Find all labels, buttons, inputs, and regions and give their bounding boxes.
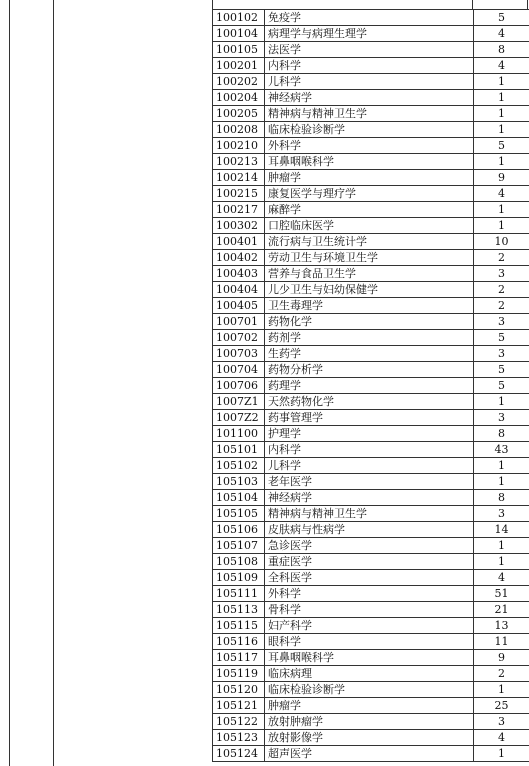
table-row	[213, 474, 529, 490]
enrollment-count-cell: 4	[474, 58, 529, 74]
specialty-name-cell: 药物化学	[265, 314, 474, 330]
specialty-name-cell: 耳鼻咽喉科学	[265, 154, 474, 170]
specialty-name-cell: 骨科学	[265, 602, 474, 618]
second-column-border	[53, 0, 54, 766]
table-row	[213, 682, 529, 698]
specialty-code-cell: 100704	[213, 362, 265, 378]
specialty-name-cell: 外科学	[265, 138, 474, 154]
enrollment-count-cell: 2	[474, 282, 529, 298]
enrollment-count-cell: 5	[474, 10, 529, 26]
specialty-code-cell: 100201	[213, 58, 265, 74]
enrollment-count-cell: 8	[474, 42, 529, 58]
enrollment-count-cell: 1	[474, 554, 529, 570]
enrollment-count-cell: 5	[474, 330, 529, 346]
left-column-border	[9, 0, 10, 766]
enrollment-count-cell: 3	[474, 714, 529, 730]
enrollment-count-cell: 5	[474, 138, 529, 154]
enrollment-count-cell: 25	[474, 698, 529, 714]
enrollment-count-cell: 51	[474, 586, 529, 602]
specialty-code-cell: 105111	[213, 586, 265, 602]
specialty-name-cell: 内科学	[265, 442, 474, 458]
specialty-code-cell: 100214	[213, 170, 265, 186]
specialty-code-cell: 100701	[213, 314, 265, 330]
specialty-name-cell: 耳鼻咽喉科学	[265, 650, 474, 666]
table-row	[213, 186, 529, 202]
specialty-code-cell: 105123	[213, 730, 265, 746]
table-row	[213, 218, 529, 234]
enrollment-count-cell: 3	[474, 410, 529, 426]
table-row	[213, 410, 529, 426]
specialty-name-cell: 药剂学	[265, 330, 474, 346]
enrollment-count-cell: 5	[474, 378, 529, 394]
specialty-code-cell: 100405	[213, 298, 265, 314]
enrollment-count-cell: 2	[474, 250, 529, 266]
enrollment-count-cell: 4	[474, 186, 529, 202]
specialty-name-cell: 神经病学	[265, 490, 474, 506]
enrollment-count-cell: 21	[474, 602, 529, 618]
table-row	[213, 282, 529, 298]
specialty-name-cell: 儿科学	[265, 458, 474, 474]
table-row	[213, 266, 529, 282]
table-row	[213, 714, 529, 730]
enrollment-count-cell: 1	[474, 394, 529, 410]
enrollment-count-cell: 43	[474, 442, 529, 458]
specialty-name-cell: 临床检验诊断学	[265, 122, 474, 138]
specialty-name-cell: 超声医学	[265, 746, 474, 762]
table-row	[213, 154, 529, 170]
specialty-code-cell: 100102	[213, 10, 265, 26]
enrollment-count-cell: 8	[474, 426, 529, 442]
table-row	[213, 330, 529, 346]
enrollment-count-cell: 1	[474, 458, 529, 474]
enrollment-count-cell: 1	[474, 122, 529, 138]
specialty-code-cell: 105116	[213, 634, 265, 650]
specialty-name-cell: 重症医学	[265, 554, 474, 570]
specialty-code-cell: 100402	[213, 250, 265, 266]
table-row	[213, 314, 529, 330]
specialty-code-cell: 105115	[213, 618, 265, 634]
table-row	[213, 586, 529, 602]
table-row	[213, 570, 529, 586]
table-row	[213, 250, 529, 266]
enrollment-count-cell: 2	[474, 298, 529, 314]
specialty-name-cell: 外科学	[265, 586, 474, 602]
table-row	[213, 10, 529, 26]
enrollment-count-cell: 3	[474, 506, 529, 522]
enrollment-count-cell: 10	[474, 234, 529, 250]
enrollment-count-cell: 9	[474, 170, 529, 186]
specialty-code-cell: 100302	[213, 218, 265, 234]
specialty-name-cell: 儿科学	[265, 74, 474, 90]
table-row	[213, 58, 529, 74]
enrollment-count-cell: 4	[474, 730, 529, 746]
specialty-code-cell: 100210	[213, 138, 265, 154]
specialty-code-cell: 100205	[213, 106, 265, 122]
specialty-name-cell: 肿瘤学	[265, 698, 474, 714]
enrollment-count-cell: 1	[474, 106, 529, 122]
specialty-code-cell: 105119	[213, 666, 265, 682]
specialty-name-cell: 流行病与卫生统计学	[265, 234, 474, 250]
enrollment-count-cell: 14	[474, 522, 529, 538]
table-row	[213, 522, 529, 538]
specialty-code-cell: 105113	[213, 602, 265, 618]
table-row	[213, 650, 529, 666]
specialty-code-cell: 100403	[213, 266, 265, 282]
enrollment-count-cell: 3	[474, 346, 529, 362]
specialty-name-cell: 临床检验诊断学	[265, 682, 474, 698]
specialty-code-cell: 105117	[213, 650, 265, 666]
table-row	[213, 346, 529, 362]
specialty-name-cell: 放射肿瘤学	[265, 714, 474, 730]
specialty-name-cell: 精神病与精神卫生学	[265, 506, 474, 522]
specialty-code-cell: 105122	[213, 714, 265, 730]
table-row	[213, 42, 529, 58]
specialty-code-cell: 100208	[213, 122, 265, 138]
table-row	[213, 106, 529, 122]
table-row	[213, 618, 529, 634]
specialty-code-cell: 100204	[213, 90, 265, 106]
specialty-name-cell: 皮肤病与性病学	[265, 522, 474, 538]
enrollment-count-cell: 1	[474, 74, 529, 90]
specialty-code-cell: 101100	[213, 426, 265, 442]
specialty-name-cell: 妇产科学	[265, 618, 474, 634]
specialty-name-cell: 康复医学与理疗学	[265, 186, 474, 202]
specialty-code-cell: 105105	[213, 506, 265, 522]
specialty-code-cell: 105121	[213, 698, 265, 714]
table-row	[213, 298, 529, 314]
specialty-name-cell: 病理学与病理生理学	[265, 26, 474, 42]
specialty-table	[212, 9, 529, 762]
table-row	[213, 442, 529, 458]
enrollment-count-cell: 1	[474, 538, 529, 554]
specialty-name-cell: 精神病与精神卫生学	[265, 106, 474, 122]
specialty-code-cell: 100404	[213, 282, 265, 298]
enrollment-count-cell: 3	[474, 314, 529, 330]
table-row	[213, 602, 529, 618]
enrollment-count-cell: 8	[474, 490, 529, 506]
specialty-name-cell: 全科医学	[265, 570, 474, 586]
table-row	[213, 138, 529, 154]
specialty-code-cell: 105107	[213, 538, 265, 554]
specialty-name-cell: 药事管理学	[265, 410, 474, 426]
right-column-top-border	[527, 0, 528, 9]
specialty-code-cell: 100215	[213, 186, 265, 202]
enrollment-count-cell: 3	[474, 266, 529, 282]
table-row	[213, 74, 529, 90]
table-row	[213, 746, 529, 762]
enrollment-count-cell: 1	[474, 746, 529, 762]
table-row	[213, 698, 529, 714]
count-column-top-border	[472, 0, 473, 9]
table-row	[213, 170, 529, 186]
enrollment-count-cell: 5	[474, 362, 529, 378]
specialty-code-cell: 100217	[213, 202, 265, 218]
specialty-code-cell: 100202	[213, 74, 265, 90]
specialty-name-cell: 麻醉学	[265, 202, 474, 218]
specialty-name-cell: 护理学	[265, 426, 474, 442]
enrollment-count-cell: 1	[474, 90, 529, 106]
table-row	[213, 458, 529, 474]
specialty-code-cell: 105103	[213, 474, 265, 490]
table-row	[213, 506, 529, 522]
specialty-code-cell: 100104	[213, 26, 265, 42]
specialty-name-cell: 法医学	[265, 42, 474, 58]
specialty-name-cell: 老年医学	[265, 474, 474, 490]
table-row	[213, 378, 529, 394]
specialty-code-cell: 100213	[213, 154, 265, 170]
table-row	[213, 634, 529, 650]
specialty-name-cell: 放射影像学	[265, 730, 474, 746]
table-row	[213, 554, 529, 570]
specialty-code-cell: 105106	[213, 522, 265, 538]
specialty-code-cell: 100702	[213, 330, 265, 346]
specialty-name-cell: 营养与食品卫生学	[265, 266, 474, 282]
specialty-name-cell: 儿少卫生与妇幼保健学	[265, 282, 474, 298]
enrollment-count-cell: 1	[474, 474, 529, 490]
specialty-code-cell: 105108	[213, 554, 265, 570]
table-row	[213, 394, 529, 410]
specialty-name-cell: 口腔临床医学	[265, 218, 474, 234]
table-row	[213, 122, 529, 138]
enrollment-count-cell: 1	[474, 218, 529, 234]
specialty-name-cell: 药理学	[265, 378, 474, 394]
table-row	[213, 202, 529, 218]
table-row	[213, 426, 529, 442]
specialty-code-cell: 105102	[213, 458, 265, 474]
enrollment-count-cell: 4	[474, 570, 529, 586]
table-row	[213, 362, 529, 378]
specialty-name-cell: 内科学	[265, 58, 474, 74]
specialty-name-cell: 神经病学	[265, 90, 474, 106]
specialty-code-cell: 1007Z1	[213, 394, 265, 410]
specialty-name-cell: 肿瘤学	[265, 170, 474, 186]
enrollment-count-cell: 1	[474, 154, 529, 170]
specialty-code-cell: 105104	[213, 490, 265, 506]
specialty-code-cell: 105109	[213, 570, 265, 586]
specialty-name-cell: 眼科学	[265, 634, 474, 650]
enrollment-count-cell: 4	[474, 26, 529, 42]
specialty-code-cell: 1007Z2	[213, 410, 265, 426]
specialty-name-cell: 天然药物化学	[265, 394, 474, 410]
enrollment-count-cell: 1	[474, 202, 529, 218]
table-row	[213, 26, 529, 42]
specialty-name-cell: 临床病理	[265, 666, 474, 682]
enrollment-count-cell: 2	[474, 666, 529, 682]
enrollment-count-cell: 11	[474, 634, 529, 650]
specialty-name-cell: 急诊医学	[265, 538, 474, 554]
enrollment-count-cell: 13	[474, 618, 529, 634]
specialty-name-cell: 劳动卫生与环境卫生学	[265, 250, 474, 266]
specialty-code-cell: 100105	[213, 42, 265, 58]
specialty-code-cell: 105101	[213, 442, 265, 458]
table-body	[213, 10, 529, 762]
table-row	[213, 538, 529, 554]
table-row	[213, 490, 529, 506]
table-row	[213, 234, 529, 250]
enrollment-count-cell: 9	[474, 650, 529, 666]
specialty-name-cell: 卫生毒理学	[265, 298, 474, 314]
table-row	[213, 666, 529, 682]
specialty-code-cell: 100401	[213, 234, 265, 250]
specialty-code-cell: 100706	[213, 378, 265, 394]
specialty-name-cell: 药物分析学	[265, 362, 474, 378]
specialty-name-cell: 生药学	[265, 346, 474, 362]
specialty-code-cell: 100703	[213, 346, 265, 362]
enrollment-count-cell: 1	[474, 682, 529, 698]
table-row	[213, 90, 529, 106]
specialty-code-cell: 105124	[213, 746, 265, 762]
third-column-border	[212, 0, 213, 9]
specialty-code-cell: 105120	[213, 682, 265, 698]
specialty-name-cell: 免疫学	[265, 10, 474, 26]
table-row	[213, 730, 529, 746]
